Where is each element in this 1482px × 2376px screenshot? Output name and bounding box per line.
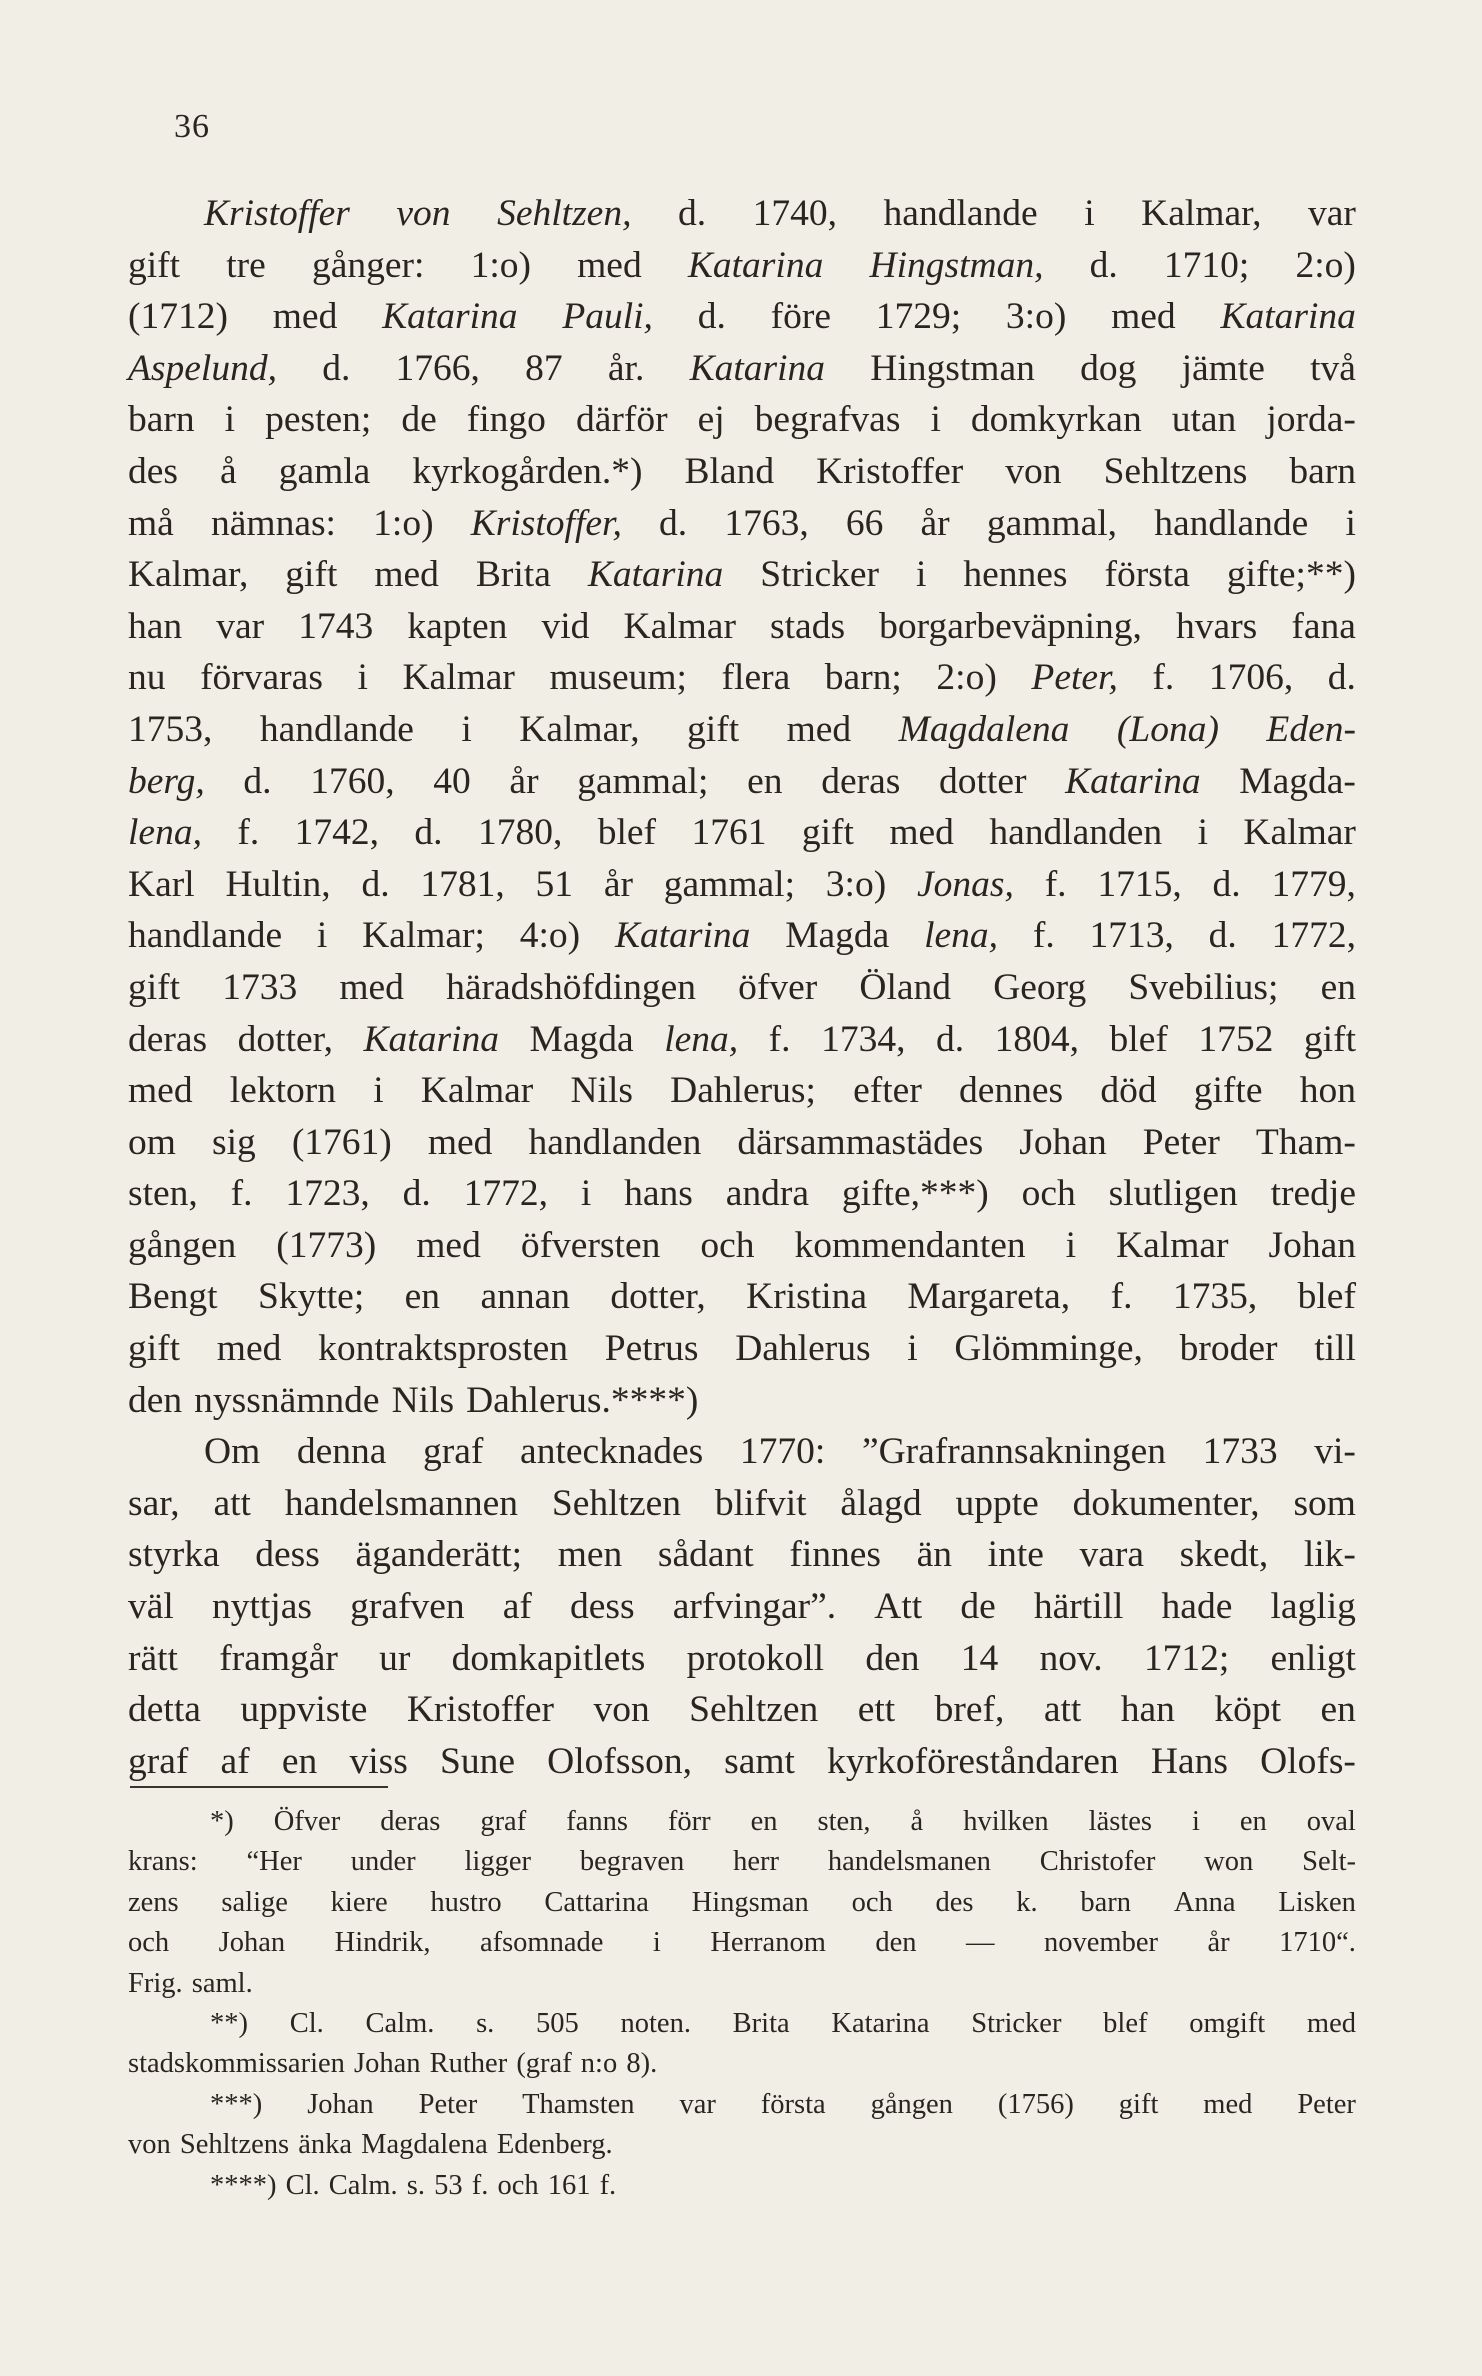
footnote-line: krans: “Her under ligger begraven herr handelsmanen Christofer won Selt- [128,1846,1356,1878]
footnotes [128,1802,1356,2206]
body-line: sar, att handelsmannen Sehltzen blifvit ålagd uppte dokumenter, som [128,1482,1356,1524]
body-line: sten, f. 1723, d. 1772, i hans andra gifte,***) och slutligen tredje [128,1173,1356,1215]
body-line: den nyssnämnde Nils Dahlerus.****) [128,1379,699,1421]
body-line: Kristoffer von Sehltzen, d. 1740, handlande i Kalmar, var [204,193,1356,234]
body-line: barn i pesten; de fingo därför ej begrafvas i domkyrkan utan jorda- [128,399,1356,441]
footnote-line: *) Öfver deras graf fanns förr en sten, å hvilken lästes i en oval [210,1806,1356,1837]
body-line: han var 1743 kapten vid Kalmar stads borgarbeväpning, hvars fana [128,605,1356,647]
body-line: med lektorn i Kalmar Nils Dahlerus; efter dennes död gifte hon [128,1070,1356,1112]
body-line: graf af en viss Sune Olofsson, samt kyrkoföreståndaren Hans Olofs- [128,1740,1356,1782]
body-line: styrka dess äganderätt; men sådant finnes än inte vara skedt, lik- [128,1534,1356,1576]
body-line: Aspelund, d. 1766, 87 år. Katarina Hingstman dog jämte två [128,347,1356,389]
body-line: des å gamla kyrkogården.*) Bland Kristoffer von Sehltzens barn [128,450,1356,492]
footnote-line: ****) Cl. Calm. s. 53 f. och 161 f. [210,2169,617,2201]
footnote-line: stadskommissarien Johan Ruther (graf n:o 8). [128,2048,658,2080]
footnote-line: Frig. saml. [128,1967,253,1999]
body-line: Karl Hultin, d. 1781, 51 år gammal; 3:o) Jonas, f. 1715, d. 1779, [128,863,1356,905]
body-line: gången (1773) med öfversten och kommendanten i Kalmar Johan [128,1224,1356,1266]
footnote-line: **) Cl. Calm. s. 505 noten. Brita Katarina Stricker blef omgift med [210,2007,1356,2039]
body-line: deras dotter, Katarina Magda lena, f. 1734, d. 1804, blef 1752 gift [128,1018,1356,1060]
body-line: nu förvaras i Kalmar museum; flera barn; 2:o) Peter, f. 1706, d. [128,657,1356,699]
body-line: gift med kontraktsprosten Petrus Dahlerus i Glömminge, broder till [128,1328,1356,1370]
body-line: må nämnas: 1:o) Kristoffer, d. 1763, 66 år gammal, handlande i [128,502,1356,544]
body-line: handlande i Kalmar; 4:o) Katarina Magda lena, f. 1713, d. 1772, [128,915,1356,957]
body-line: Om denna graf antecknades 1770: ”Grafrannsakningen 1733 vi- [204,1431,1356,1473]
body-line: Kalmar, gift med Brita Katarina Stricker i hennes första gifte;**) [128,554,1356,596]
page-number: 36 [174,108,210,145]
footnote-line: och Johan Hindrik, afsomnade i Herranom den — november år 1710“. [128,1927,1356,1959]
body-line: Bengt Skytte; en annan dotter, Kristina Margareta, f. 1735, blef [128,1276,1356,1318]
body-line: gift 1733 med häradshöfdingen öfver Öland Georg Svebilius; en [128,966,1356,1008]
body-line: berg, d. 1760, 40 år gammal; en deras dotter Katarina Magda- [128,760,1356,802]
body-text [128,188,1356,1787]
body-line: gift tre gånger: 1:o) med Katarina Hingstman, d. 1710; 2:o) [128,244,1356,286]
footnote-line: ***) Johan Peter Thamsten var första gången (1756) gift med Peter [210,2088,1356,2120]
footnote-line: von Sehltzens änka Magdalena Edenberg. [128,2129,613,2161]
body-line: rätt framgår ur domkapitlets protokoll den 14 nov. 1712; enligt [128,1637,1356,1679]
body-line: om sig (1761) med handlanden därsammastädes Johan Peter Tham- [128,1121,1356,1163]
body-line: väl nyttjas grafven af dess arfvingar”. Att de härtill hade laglig [128,1586,1356,1628]
body-line: detta uppviste Kristoffer von Sehltzen ett bref, att han köpt en [128,1689,1356,1731]
body-line: (1712) med Katarina Pauli, d. före 1729; 3:o) med Katarina [128,296,1356,338]
footnote-line: zens salige kiere hustro Cattarina Hingsman och des k. barn Anna Lisken [128,1886,1356,1918]
body-line: 1753, handlande i Kalmar, gift med Magdalena (Lona) Eden- [128,708,1356,750]
body-line: lena, f. 1742, d. 1780, blef 1761 gift med handlanden i Kalmar [128,812,1356,854]
footnote-divider [130,1786,388,1788]
